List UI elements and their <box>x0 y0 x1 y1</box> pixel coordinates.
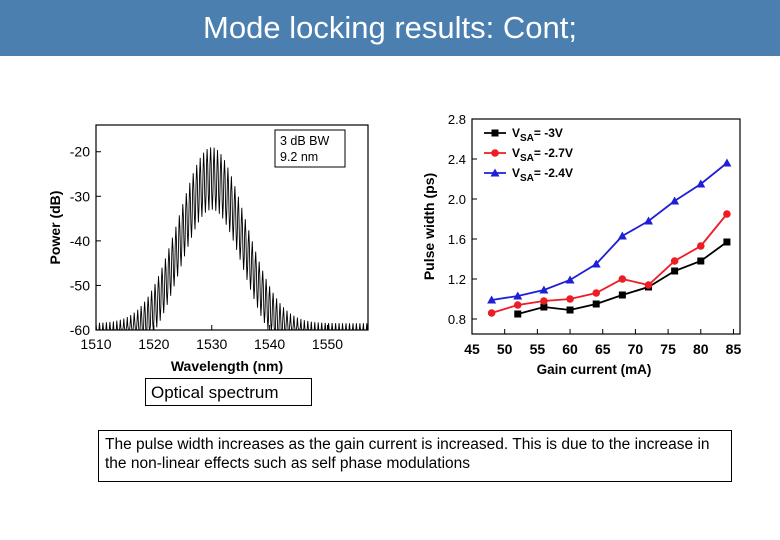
data-point <box>697 242 705 250</box>
data-point <box>722 159 731 167</box>
pulse-y-tick-label: 2.8 <box>447 112 466 127</box>
pulse-y-tick-label: 0.8 <box>447 312 466 327</box>
legend-marker <box>491 149 499 157</box>
legend-value: = -2.7V <box>533 146 573 160</box>
legend-entry-label <box>512 126 563 144</box>
spectrum-y-tick-label: -50 <box>69 277 90 294</box>
pulse-y-axis-label: Pulse width (ps) <box>421 172 437 281</box>
data-point <box>671 268 678 275</box>
bandwidth-annotation-line2: 9.2 nm <box>280 150 319 164</box>
optical-spectrum-chart <box>40 120 380 382</box>
legend-value: = -2.4V <box>533 166 573 180</box>
pulse-x-tick-label: 75 <box>660 341 676 357</box>
spectrum-x-tick-label: 1510 <box>80 336 112 352</box>
data-point <box>671 257 679 265</box>
spectrum-x-tick-label: 1520 <box>138 336 170 352</box>
data-point <box>723 210 731 218</box>
caption-text: The pulse width increases as the gain current is increased. This is due to the increase in the non-linear effects such as self phase modulations <box>105 436 710 472</box>
pulse-width-chart <box>410 105 770 385</box>
spectrum-y-tick-label: -40 <box>69 232 90 249</box>
legend-value: = -3V <box>533 126 563 140</box>
spectrum-y-tick-label: -30 <box>69 188 90 205</box>
data-point <box>566 276 575 284</box>
legend-entry-label <box>512 146 573 164</box>
caption-box <box>98 430 732 482</box>
data-point <box>670 197 679 205</box>
data-point <box>514 301 522 309</box>
data-point <box>514 311 521 318</box>
series-line-1 <box>492 214 727 313</box>
legend-v: V <box>512 166 521 180</box>
bandwidth-annotation-line1: 3 dB BW <box>280 134 330 148</box>
data-point <box>593 301 600 308</box>
data-point <box>566 295 574 303</box>
optical-spectrum-label: Optical spectrum <box>151 383 279 402</box>
legend-v: V <box>512 146 521 160</box>
pulse-x-tick-label: 45 <box>464 341 480 357</box>
pulse-x-tick-label: 55 <box>529 341 546 357</box>
pulse-y-tick-label: 2.0 <box>447 192 466 207</box>
pulse-x-tick-label: 65 <box>594 341 611 357</box>
data-point <box>697 258 704 265</box>
pulse-x-tick-label: 70 <box>627 341 644 357</box>
pulse-y-tick-label: 1.6 <box>447 232 466 247</box>
pulse-x-tick-label: 80 <box>692 341 709 357</box>
legend-sub: SA <box>520 173 534 184</box>
spectrum-y-axis-label: Power (dB) <box>47 190 63 265</box>
data-point <box>567 307 574 314</box>
spectrum-x-tick-label: 1540 <box>254 336 286 352</box>
data-point <box>723 239 730 246</box>
optical-spectrum-label-box <box>145 378 312 406</box>
data-point <box>619 275 627 283</box>
spectrum-x-axis-label: Wavelength (nm) <box>170 358 284 374</box>
legend-sub: SA <box>520 133 534 144</box>
spectrum-trace <box>96 147 368 330</box>
slide-title: Mode locking results: Cont; <box>203 10 577 45</box>
data-point <box>488 309 496 317</box>
data-point <box>540 297 548 305</box>
pulse-x-axis-label: Gain current (mA) <box>536 362 652 377</box>
data-point <box>592 289 600 297</box>
spectrum-x-tick-label: 1530 <box>196 336 228 352</box>
pulse-y-tick-label: 2.4 <box>447 152 466 167</box>
slide-title-bar <box>0 0 780 56</box>
spectrum-x-tick-label: 1550 <box>311 336 344 352</box>
pulse-y-tick-label: 1.2 <box>447 272 466 287</box>
spectrum-y-tick-label: -20 <box>69 143 90 160</box>
pulse-x-tick-label: 50 <box>496 341 513 357</box>
data-point <box>619 292 626 299</box>
data-point <box>618 232 627 240</box>
pulse-x-tick-label: 60 <box>562 341 578 357</box>
legend-entry-label <box>512 166 573 184</box>
legend-marker <box>492 130 499 137</box>
spectrum-y-tick-label: -60 <box>69 322 90 338</box>
pulse-x-tick-label: 85 <box>725 341 742 357</box>
legend-v: V <box>512 126 521 140</box>
legend-sub: SA <box>520 153 534 164</box>
data-point <box>645 281 653 289</box>
